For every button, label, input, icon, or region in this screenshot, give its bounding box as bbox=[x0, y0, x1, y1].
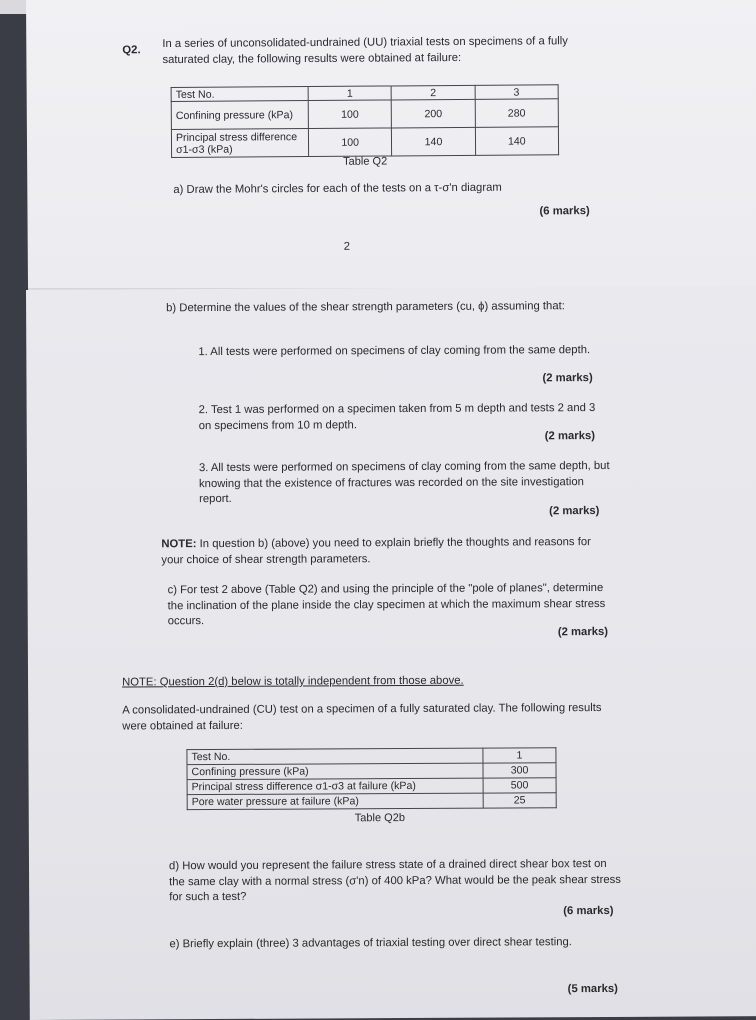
table-q2-cell: 140 bbox=[475, 127, 559, 156]
part-a-text: a) Draw the Mohr's circles for each of the tests on a τ-σ'n diagram bbox=[173, 181, 502, 196]
table-q2b-label: Confining pressure (kPa) bbox=[187, 763, 483, 780]
part-d-text: d) How would you represent the failure stress state of a drained direct shear box test on the same clay with a normal stress (σ'n) of 400 kPa? What would be the peak shear stress for such a test? bbox=[168, 857, 621, 904]
table-q2-test-1: 1 bbox=[308, 86, 391, 101]
table-q2b bbox=[186, 747, 556, 810]
table-q2b-label: Test No. bbox=[187, 748, 483, 765]
table-q2b-value: 500 bbox=[483, 778, 556, 793]
part-c-marks: (2 marks) bbox=[557, 625, 609, 639]
question-number: Q2. bbox=[122, 44, 141, 57]
table-q2-cell: 140 bbox=[392, 127, 476, 156]
table-q2-cell: 280 bbox=[475, 99, 559, 128]
part-b-item-2: 2. Test 1 was performed on a specimen taken from 5 m depth and tests 2 and 3 on specimens from 10 m depth. bbox=[198, 402, 596, 432]
part-b-item-2-marks: (2 marks) bbox=[544, 430, 596, 443]
note-d: NOTE: Question 2(d) below is totally independent from those above. bbox=[122, 674, 464, 689]
part-e-text: e) Briefly explain (three) 3 advantages of triaxial testing over direct shear testing. bbox=[169, 936, 572, 951]
part-b-text: b) Determine the values of the shear strength parameters (cu, ϕ) assuming that: bbox=[166, 300, 565, 315]
page-number: 2 bbox=[343, 240, 351, 253]
table-q2-cell: 100 bbox=[308, 128, 392, 157]
part-a-marks: (6 marks) bbox=[539, 205, 590, 218]
table-q2-row-label: Confining pressure (kPa) bbox=[171, 101, 308, 130]
part-d-marks: (6 marks) bbox=[563, 904, 614, 918]
part-e-marks: (5 marks) bbox=[567, 982, 618, 996]
exam-page-top bbox=[26, 0, 756, 292]
table-q2-header-label: Test No. bbox=[171, 87, 308, 102]
table-q2-test-3: 3 bbox=[475, 85, 558, 100]
table-q2-cell: 200 bbox=[392, 99, 476, 128]
part-b-item-1: 1. All tests were performed on specimens of clay coming from the same depth. bbox=[198, 344, 591, 359]
note-b-text: In question b) (above) you need to explain briefly the thoughts and reasons for your choice of shear strength parameters. bbox=[161, 536, 591, 566]
part-b-item-1-marks: (2 marks) bbox=[542, 372, 593, 385]
cu-intro: A consolidated-undrained (CU) test on a specimen of a fully saturated clay. The following results were obtained at failure: bbox=[122, 701, 602, 733]
table-q2b-label: Pore water pressure at failure (kPa) bbox=[187, 793, 483, 810]
table-q2b-caption: Table Q2b bbox=[354, 812, 405, 825]
part-c-text: c) For test 2 above (Table Q2) and using the principle of the "pole of planes", determine the inclination of the plane inside the clay specimen at which the maximum shear stress occurs. bbox=[167, 581, 606, 628]
table-q2-test-2: 2 bbox=[391, 85, 474, 100]
exam-page-bottom bbox=[26, 286, 756, 1020]
note-b-label: NOTE: bbox=[161, 538, 197, 551]
note-b bbox=[161, 535, 615, 568]
table-q2-cell: 100 bbox=[308, 100, 392, 129]
part-b-item-3: 3. All tests were performed on specimens of clay coming from the same depth, but knowing that the existence of fractures was recorded on the site investigation report. bbox=[198, 459, 610, 506]
table-q2b-value: 1 bbox=[483, 748, 556, 763]
table-q2b-value: 25 bbox=[483, 793, 556, 808]
table-q2b-label: Principal stress difference σ1-σ3 at failure (kPa) bbox=[187, 778, 483, 795]
question-intro: In a series of unconsolidated-undrained (UU) triaxial tests on specimens of a fully saturated clay, the following results were obtained at failure: bbox=[162, 35, 568, 66]
part-b-item-3-marks: (2 marks) bbox=[549, 505, 600, 518]
table-q2 bbox=[171, 84, 559, 158]
table-q2b-value: 300 bbox=[483, 763, 556, 778]
table-q2-caption: Table Q2 bbox=[343, 155, 388, 168]
table-q2-row-label: Principal stress difference σ1-σ3 (kPa) bbox=[171, 129, 308, 158]
